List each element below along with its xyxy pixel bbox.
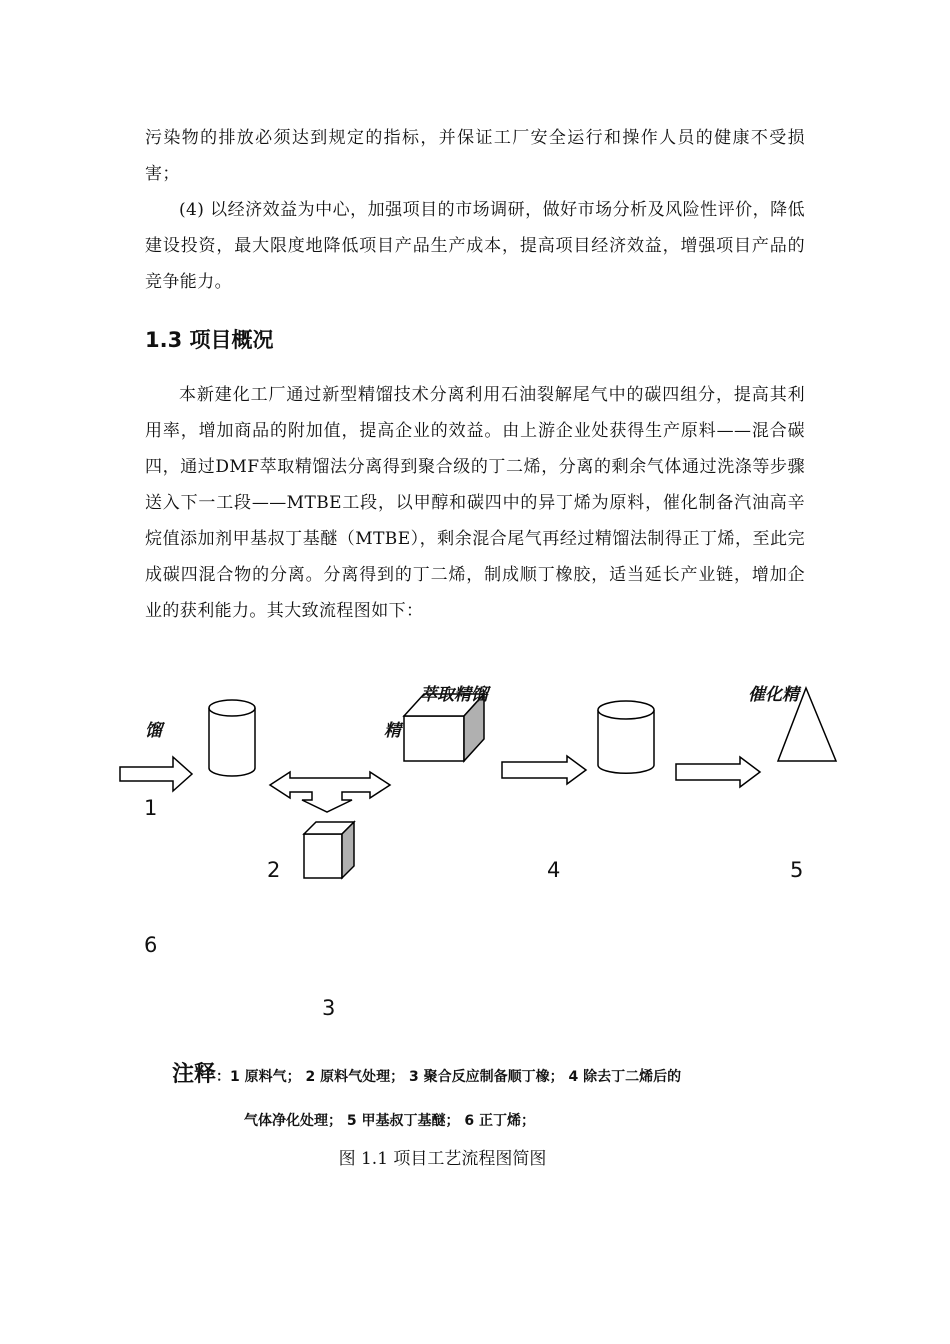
figure-number-2: 2 [267, 858, 281, 882]
paragraph-1: 污染物的排放必须达到规定的指标，并保证工厂安全运行和操作人员的健康不受损害； [145, 128, 805, 184]
double-arrow-branch [270, 772, 390, 812]
feed-arrow-2 [502, 756, 586, 784]
figure-number-5: 5 [790, 858, 804, 882]
paragraph-3: 本新建化工厂通过新型精馏技术分离利用石油裂解尾气中的碳四组分，提高其利用率，增加商品的附加值，提高企业的效益。由上游企业处获得生产原料——混合碳四，通过DMF萃取精馏法分离得到聚合级的丁二烯，分离的剩余气体通过洗涤等步骤送入下一工段——MTBE工段，以甲醇和碳四中的异丁烯为原料，催化制备汽油高辛烷值添加剂甲基叔丁基醚（MTBE），剩余混合尾气再经过精馏法制得正丁烯，至此完成碳四混合物的分离。分离得到的丁二烯，制成顺丁橡胶，适当延长产业链，增加企业的获利能力。其大致流程图如下： [145, 385, 805, 621]
label-extract-top: 萃取精馏 [420, 685, 488, 705]
paragraph-2: (4) 以经济效益为中心，加强项目的市场调研，做好市场分析及风险性评价，降低建设投资，最大限度地降低项目产品生产成本，提高项目经济效益，增强项目产品的竞争能力。 [145, 200, 805, 292]
notes-title: 注释 [172, 1062, 217, 1087]
figure-number-4: 4 [547, 858, 561, 882]
notes-line-1-text: ：1 原料气； 2 原料气处理； 3 聚合反应制备顺丁橡； 4 除去丁二烯后的 [216, 1069, 682, 1085]
label-fine-left: 精 [384, 721, 401, 741]
label-catalytic-top: 催化精 [748, 685, 799, 705]
notes-line-1 [172, 1057, 681, 1088]
feed-arrow-3 [676, 757, 760, 787]
label-fraction-left: 馏 [145, 721, 162, 741]
notes-line-2: 气体净化处理； 5 甲基叔丁基醚； 6 正丁烯； [244, 1113, 535, 1129]
figure-number-6: 6 [144, 933, 158, 957]
figure-number-1: 1 [144, 796, 158, 820]
section-heading: 1.3 项目概况 [145, 328, 274, 352]
figure-number-3: 3 [322, 996, 336, 1020]
cylinder-2 [598, 701, 654, 773]
feed-arrow-1 [120, 757, 192, 791]
figure-caption: 图 1.1 项目工艺流程图简图 [338, 1149, 547, 1169]
cylinder-1 [209, 700, 255, 776]
small-cube [304, 822, 354, 878]
